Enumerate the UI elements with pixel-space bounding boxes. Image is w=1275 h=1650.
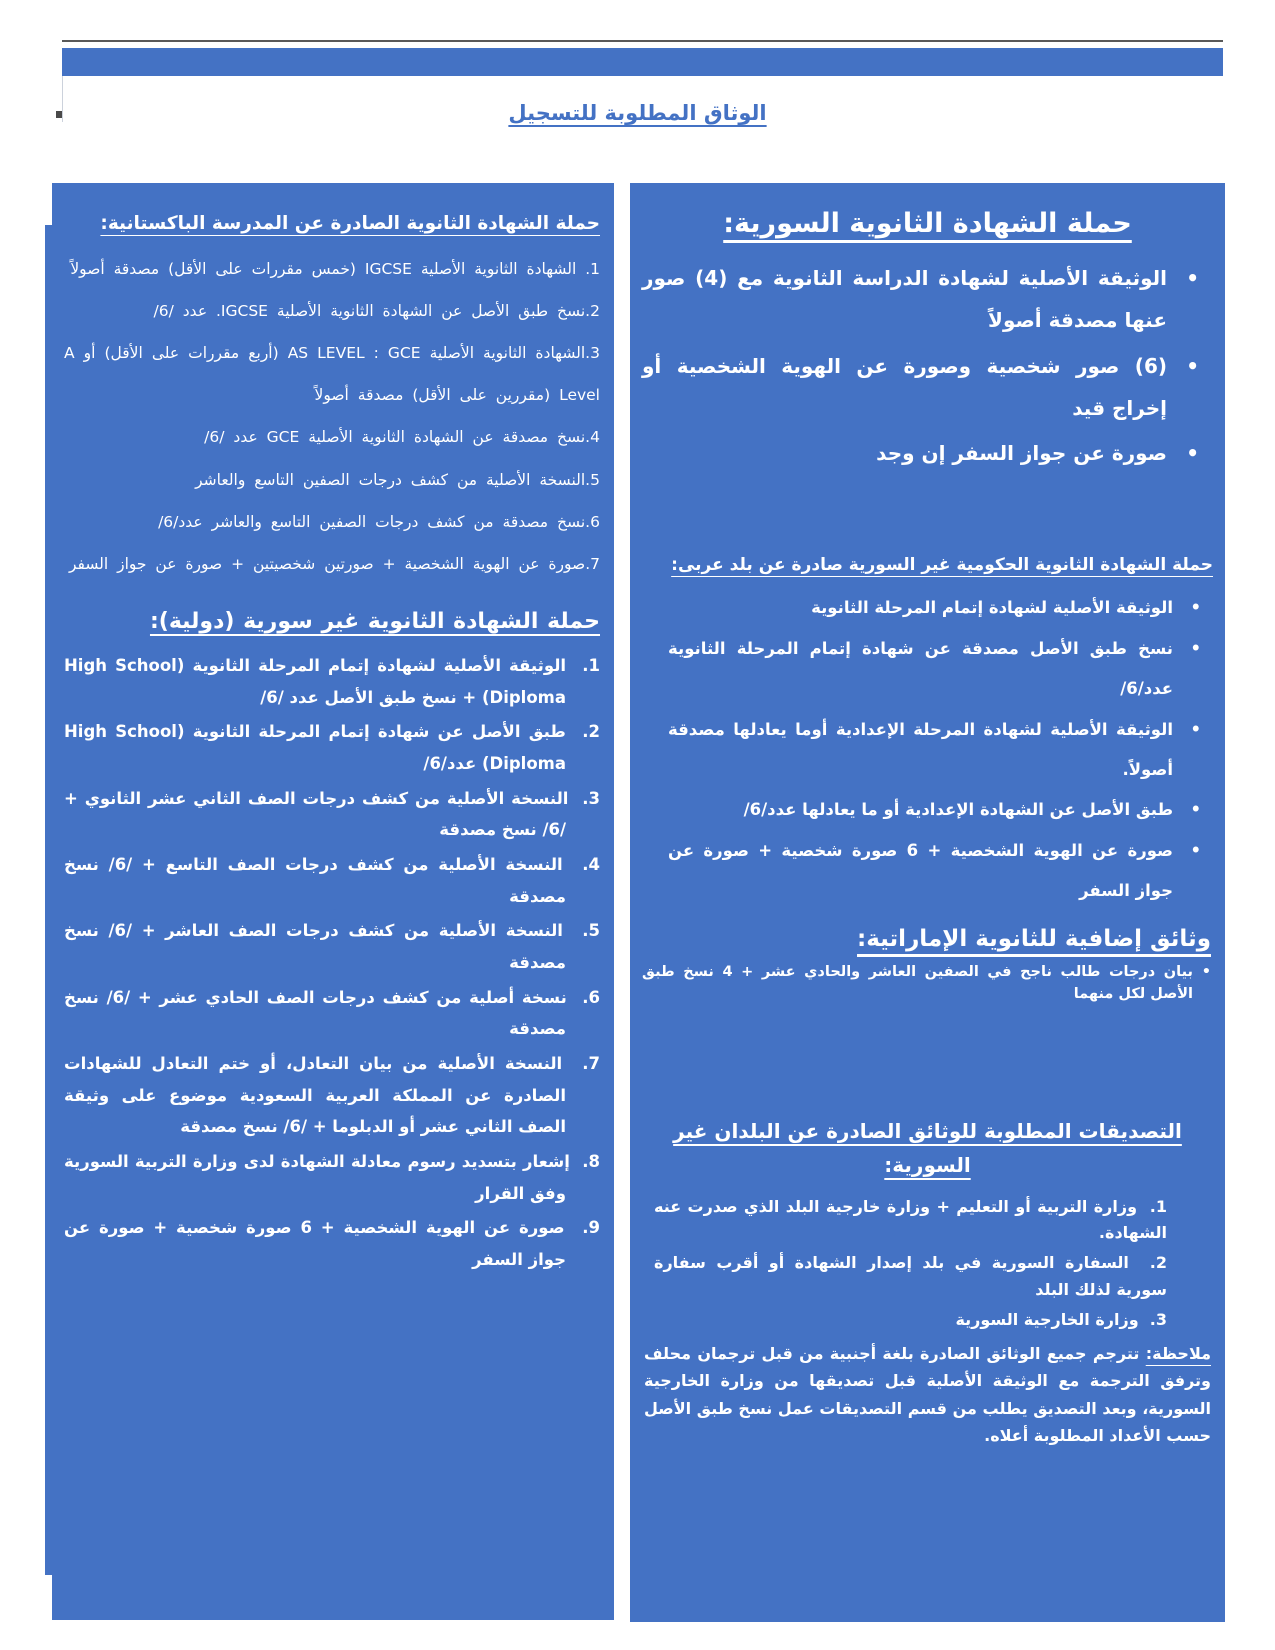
pakistani-list-item: 6.نسخ مصدقة من كشف درجات الصفين التاسع والعاشر عدد/6/ — [158, 512, 600, 531]
pakistani-list-item: 2.نسخ طبق الأصل عن الشهادة الثانوية الأصلية IGCSE. عدد /6/ — [153, 301, 600, 320]
top-accent-line — [62, 40, 1223, 42]
syrian-list-item: • الوثيقة الأصلية لشهادة الدراسة الثانوية مع (4) صور عنها مصدقة أصولاً — [642, 257, 1213, 342]
attestation-list-item: 1. وزارة التربية أو التعليم + وزارة خارجية البلد الذي صدرت عنه الشهادة. — [654, 1196, 1167, 1243]
international-list-item: 4. النسخة الأصلية من كشف درجات الصف التاسع + /6/ نسخ مصدقة — [64, 855, 600, 906]
translation-note — [644, 1340, 1211, 1450]
international-list-item: 3. النسخة الأصلية من كشف درجات الصف الثاني عشر الثانوي + /6/ نسخ مصدقة — [64, 788, 600, 840]
international-list-item: 1. الوثيقة الأصلية لشهادة إتمام المرحلة الثانوية (High School Diploma) + نسخ طبق الأصل عدد /6/ — [64, 656, 600, 707]
emirati-documents-list — [642, 962, 1213, 1006]
arab-list-item: • الوثيقة الأصلية لشهادة إتمام المرحلة الثانوية — [668, 588, 1213, 628]
emirati-list-item: • بيان درجات طالب ناجح في الصفين العاشر والحادي عشر + 4 نسخ طبق الأصل لكل منهما — [642, 962, 1213, 1006]
arab-country-certificate-list — [668, 588, 1213, 911]
arab-list-item: • نسخ طبق الأصل مصدقة عن شهادة إتمام المرحلة الثانوية عدد/6/ — [668, 629, 1213, 710]
international-list-item: 7. النسخة الأصلية من بيان التعادل، أو ختم التعادل للشهادات الصادرة عن المملكة العربية السعودية موضوع على وثيقة الصف الثاني عشر أو الدبلوما + /6/ نسخ مصدقة — [64, 1054, 600, 1137]
heading-pakistani-certificate: حملة الشهادة الثانوية الصادرة عن المدرسة الباكستانية: — [100, 213, 600, 234]
international-certificate-list — [64, 650, 600, 1276]
header-bar — [62, 48, 1223, 76]
international-list-item: 5. النسخة الأصلية من كشف درجات الصف العاشر + /6/ نسخ مصدقة — [64, 921, 600, 973]
page-title: الوثاق المطلوبة للتسجيل — [508, 101, 767, 125]
note-text: تترجم جميع الوثائق الصادرة بلغة أجنبية من قبل ترجمان محلف وترفق الترجمة مع الوثيقة الأصلية قبل تصديقها من وزارة الخارجية السورية، وبعد التصديق يطلب من قسم التصديقات عمل نسخ طبق الأصل حسب الأعداد المطلوبة أعلاه. — [644, 1343, 1211, 1446]
left-panel — [52, 183, 614, 1620]
pakistani-list-item: 1. الشهادة الثانوية الأصلية IGCSE (خمس مقررات على الأقل) مصدقة أصولاً — [70, 259, 600, 278]
pakistani-list-item: 4.نسخ مصدقة عن الشهادة الثانوية الأصلية GCE عدد /6/ — [204, 428, 600, 447]
heading-emirati-additional-documents: وثائق إضافية للثانوية الإماراتية: — [857, 925, 1211, 952]
heading-arab-country-certificate: حملة الشهادة الثانوية الحكومية غير السورية صادرة عن بلد عربى: — [671, 554, 1213, 575]
note-label: ملاحظة: — [1145, 1343, 1211, 1363]
pakistani-list-item: 7.صورة عن الهوية الشخصية + صورتين شخصيتين + صورة عن جواز السفر — [68, 554, 600, 573]
attestations-list — [642, 1194, 1213, 1334]
international-list-item: 6. نسخة أصلية من كشف درجات الصف الحادي عشر + /6/ نسخ مصدقة — [64, 987, 600, 1039]
heading-international-certificate: حملة الشهادة الثانوية غير سورية (دولية): — [149, 609, 600, 634]
international-list-item: 9. صورة عن الهوية الشخصية + 6 صورة شخصية + صورة عن جواز السفر — [64, 1218, 601, 1270]
right-panel — [630, 183, 1225, 1622]
heading-syrian-certificate: حملة الشهادة الثانوية السورية: — [723, 208, 1132, 239]
syrian-list-item: • (6) صور شخصية وصورة عن الهوية الشخصية أو إخراج قيد — [642, 345, 1213, 430]
arab-list-item: • الوثيقة الأصلية لشهادة المرحلة الإعدادية أوما يعادلها مصدقة أصولاً. — [668, 710, 1213, 791]
attestation-list-item: 3. وزارة الخارجية السورية — [955, 1310, 1167, 1330]
heading-attestations: التصديقات المطلوبة للوثائق الصادرة عن البلدان غير السورية: — [673, 1118, 1182, 1177]
pakistani-list-item: 3.الشهادة الثانوية الأصلية AS LEVEL : GCE (أربع مقررات على الأقل) أو A Level (مقررين على الأقل) مصدقة أصولاً — [64, 344, 600, 405]
syrian-list-item: • صورة عن جواز السفر إن وجد — [642, 432, 1213, 474]
syrian-certificate-list — [642, 257, 1213, 475]
attestation-list-item: 2. السفارة السورية في بلد إصدار الشهادة أو أقرب سفارة سورية لذلك البلد — [654, 1253, 1167, 1299]
arab-list-item: • صورة عن الهوية الشخصية + 6 صورة شخصية + صورة عن جواز السفر — [668, 831, 1213, 912]
pakistani-list-item: 5.النسخة الأصلية من كشف درجات الصفين التاسع والعاشر — [195, 470, 600, 489]
pakistani-certificate-list — [64, 248, 600, 585]
international-list-item: 2. طبق الأصل عن شهادة إتمام المرحلة الثانوية (High School Diploma) عدد/6/ — [64, 722, 600, 774]
arab-list-item: • طبق الأصل عن الشهادة الإعدادية أو ما يعادلها عدد/6/ — [668, 790, 1213, 830]
international-list-item: 8. إشعار بتسديد رسوم معادلة الشهادة لدى وزارة التربية السورية وفق القرار — [64, 1152, 600, 1203]
